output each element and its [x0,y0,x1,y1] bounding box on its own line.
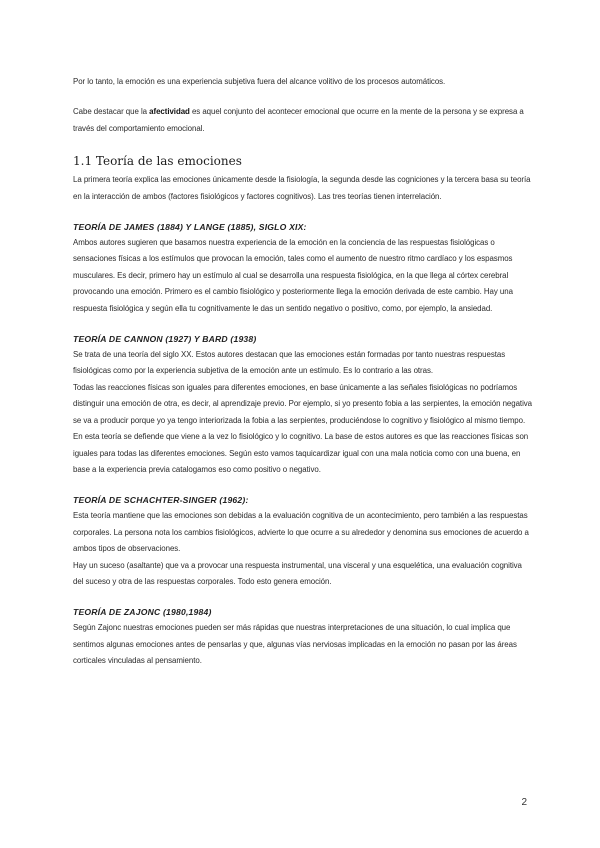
theory-paragraph: Hay un suceso (asaltante) que va a provocar una respuesta instrumental, una visceral y una esquelética, una evaluación cognitiva del suceso y otra de las respuestas corporales. Todo esto genera emoción. [73,560,522,586]
theory-heading: TEORÍA DE SCHACHTER-SINGER (1962): [73,495,249,506]
theory-paragraph: Ambos autores sugieren que basamos nuestra experiencia de la emoción en la conciencia de las respuestas fisiológicas o sensaciones físicas a los estímulos que provocan la emoción, tales como el aumento de nuestro ritmo cardíaco y los espasmos musculares. Es decir, primero hay un estímulo al cual se desarrolla una respuesta fisiológica, en la que llega al córtex cerebral provocando una emoción. Primero es el cambio fisiológico y posteriormente llega la emoción derivada de este cambio. Hay una respuesta fisiológica y según ella tu cognitivamente le das un sentido negativo o positivo, como, por ejemplo, la ansiedad. [73,238,513,313]
theory-cannon-bard [73,331,533,478]
theory-paragraph: Todas las reacciones físicas son iguales para diferentes emociones, en base únicamente a las señales fisiológicas no podríamos distinguir una emoción de otra, es decir, al aprendizaje previo. Por ejemplo, si yo presento fobia a las serpientes, la emoción negativa se va a producir porque yo ya tengo interiorizada la fobia a las serpientes, produciéndose lo cognitivo y fisiológico al mismo tiempo. [73,382,533,425]
theory-schachter-singer [73,492,533,590]
page-content [73,74,533,670]
theory-james-lange [73,219,533,317]
intro-paragraph-1: Por lo tanto, la emoción es una experiencia subjetiva fuera del alcance volitivo de los procesos automáticos. [73,77,446,86]
intro-text-after: es aquel conjunto del acontecer emocional que ocurre en la mente de la persona y se expresa a través del comportamiento emocional. [73,107,524,133]
theory-paragraph: Esta teoría mantiene que las emociones son debidas a la evaluación cognitiva de un acontecimiento, pero también a las respuestas corporales. La persona nota los cambios fisiológicos, advierte lo que ocurre a su alrededor y denomina sus emociones de acuerdo a ambos tipos de observaciones. [73,511,529,554]
theory-zajonc [73,604,533,669]
page-number: 2 [521,797,527,808]
theory-heading: TEORÍA DE JAMES (1884) Y LANGE (1885), SIGLO XIX: [73,222,307,233]
section-title: 1.1 Teoría de las emociones [73,154,242,169]
afectividad-term: afectividad [149,107,190,117]
theory-heading: TEORÍA DE ZAJONC (1980,1984) [73,607,212,618]
section-intro: La primera teoría explica las emociones únicamente desde la fisiología, la segunda desde las cogniciones y la tercera basa su teoría en la interacción de ambos (factores fisiológicos y factores cognitivos). Las tres teorías tienen interrelación. [73,175,531,201]
intro-paragraph-2 [73,104,533,137]
theory-heading: TEORÍA DE CANNON (1927) Y BARD (1938) [73,334,257,345]
theory-paragraph: Se trata de una teoría del siglo XX. Estos autores destacan que las emociones están formadas por tanto nuestras respuestas fisiológicas como por la experiencia subjetiva de la emoción ante un estímulo. Es lo contrario a las otras. [73,350,506,376]
theory-paragraph: Según Zajonc nuestras emociones pueden ser más rápidas que nuestras interpretaciones de una situación, lo cual implica que sentimos algunas emociones antes de pensarlas y que, algunas vías nerviosas implicadas en la emoción no pasan por las áreas corticales vinculadas al pensamiento. [73,623,517,666]
theory-paragraph: En esta teoría se defiende que viene a la vez lo fisiológico y lo cognitivo. La base de estos autores es que las reacciones físicas son iguales para todas las diferentes emociones. Según esto vamos taquicardizar igual con una mala noticia como con una buena, en base a la experiencia previa catalogamos eso como positivo o negativo. [73,432,529,474]
intro-text-before: Cabe destacar que la [73,107,150,117]
